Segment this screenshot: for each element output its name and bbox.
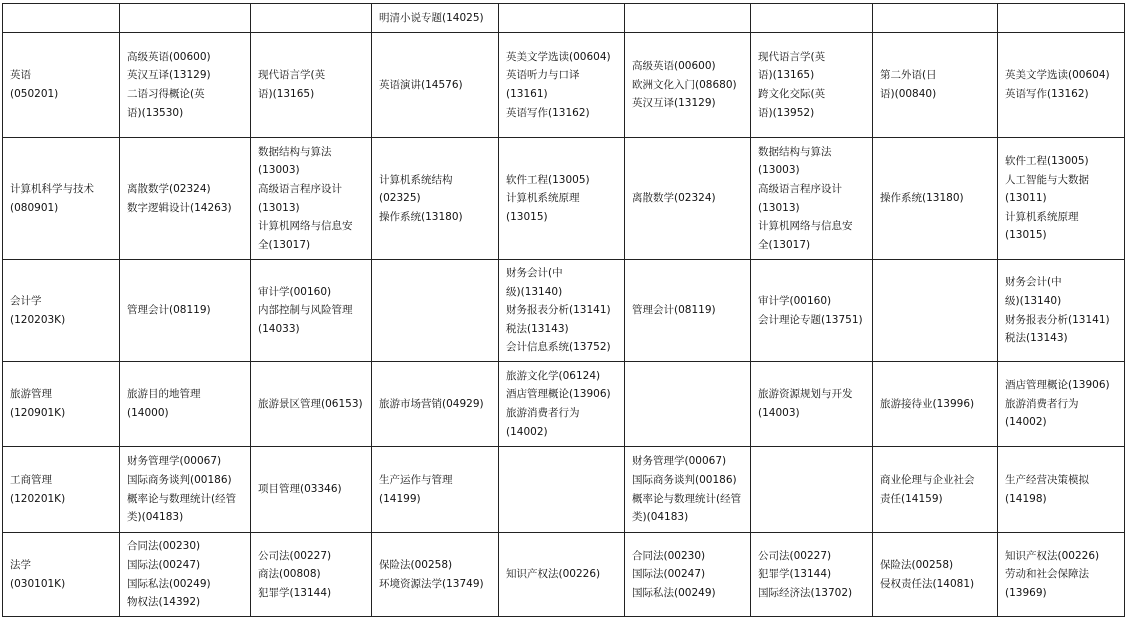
major-code: (050201): [10, 88, 59, 100]
major-name: 会计学: [10, 294, 42, 307]
course-line: 项目管理(03346): [258, 483, 342, 496]
course-line: 酒店管理概论(13906): [506, 388, 611, 401]
table-row: [3, 533, 1125, 617]
course-cell: [120, 447, 251, 533]
course-line: 旅游文化学(06124): [506, 369, 601, 382]
course-line: 第二外语(日: [880, 69, 937, 82]
course-line: (02325): [379, 192, 421, 205]
course-cell: [873, 260, 998, 362]
course-line: 软件工程(13005): [506, 173, 590, 186]
course-cell: [751, 33, 873, 138]
course-cell: [998, 260, 1125, 362]
course-line: 国际法(00247): [127, 558, 201, 571]
course-line: 高级英语(00600): [632, 60, 716, 73]
course-cell: [625, 260, 751, 362]
course-cell: [499, 4, 625, 33]
course-line: 国际商务谈判(00186): [632, 473, 737, 486]
course-line: 计算机网络与信息安: [758, 220, 853, 233]
course-line: 保险法(00258): [880, 558, 954, 571]
table-row-continued: [3, 4, 1125, 33]
course-line: 级)(13140): [506, 285, 563, 298]
course-line: (14002): [506, 425, 548, 438]
course-line: (13015): [506, 210, 548, 223]
course-line: 管理会计(08119): [127, 304, 211, 317]
course-line: (13003): [258, 164, 300, 177]
course-line: 语)(13530): [127, 106, 184, 119]
course-line: 管理会计(08119): [632, 304, 716, 317]
course-line: 公司法(00227): [758, 549, 832, 562]
course-line: 跨文化交际(英: [758, 88, 826, 100]
course-cell: [625, 447, 751, 533]
course-cell: [998, 447, 1125, 533]
course-line: 旅游接待业(13996): [880, 397, 975, 410]
table-row: [3, 33, 1125, 138]
course-line: 英美文学选读(00604): [506, 50, 611, 63]
course-line: 语)(13952): [758, 106, 815, 119]
course-line: 类)(04183): [632, 511, 689, 524]
course-cell: [998, 138, 1125, 260]
course-cell: [251, 533, 372, 617]
course-line: 税法(13143): [1005, 332, 1068, 345]
major-cell: [3, 533, 120, 617]
course-line: 合同法(00230): [127, 540, 201, 553]
course-line: 高级英语(00600): [127, 50, 211, 63]
course-line: 生产经营决策模拟: [1005, 473, 1089, 486]
course-cell: [998, 4, 1125, 33]
course-line: 欧洲文化入门(08680): [632, 78, 737, 91]
course-cell: [499, 260, 625, 362]
course-line: 人工智能与大数据: [1005, 173, 1089, 186]
course-line: 商法(00808): [258, 568, 321, 581]
course-cell: [625, 533, 751, 617]
course-cell: [251, 260, 372, 362]
course-cell: [251, 138, 372, 260]
course-cell: [751, 447, 873, 533]
course-line: 知识产权法(00226): [1005, 549, 1100, 562]
course-line: (14198): [1005, 492, 1047, 505]
course-line: 离散数学(02324): [632, 192, 716, 205]
course-line: 财务管理学(00067): [632, 455, 727, 468]
course-line: 劳动和社会保障法: [1005, 568, 1089, 581]
course-line: (13013): [258, 201, 300, 214]
course-line: 环境资源法学(13749): [379, 577, 484, 590]
course-cell: [120, 33, 251, 138]
course-cell: [120, 533, 251, 617]
course-line: 商业伦理与企业社会: [880, 473, 975, 486]
course-cell: [873, 33, 998, 138]
major-code: (120901K): [10, 407, 66, 419]
course-cell: [998, 362, 1125, 447]
course-cell: [372, 260, 499, 362]
course-cell: [625, 138, 751, 260]
course-line: 数字逻辑设计(14263): [127, 201, 232, 214]
course-cell: [120, 260, 251, 362]
course-line: (14003): [758, 407, 800, 419]
course-cell: [873, 533, 998, 617]
course-line: 全(13017): [258, 238, 311, 251]
course-line: 旅游消费者行为: [1005, 397, 1079, 410]
course-line: 财务报表分析(13141): [1005, 313, 1110, 326]
course-line: 合同法(00230): [632, 549, 706, 562]
course-line: 侵权责任法(14081): [880, 577, 975, 590]
course-line: 概率论与数理统计(经管: [127, 492, 237, 505]
course-line: 财务会计(中: [1005, 276, 1062, 289]
course-cell: [120, 4, 251, 33]
table-row: [3, 362, 1125, 447]
course-line: 现代语言学(英: [258, 69, 326, 82]
course-cell: [499, 362, 625, 447]
course-line: (13161): [506, 88, 548, 100]
course-line: 英语写作(13162): [1005, 88, 1089, 100]
course-cell: [372, 362, 499, 447]
course-line: 旅游资源规划与开发: [758, 388, 853, 401]
course-line: 财务管理学(00067): [127, 455, 222, 468]
course-line: 英美文学选读(00604): [1005, 69, 1110, 82]
major-code: (030101K): [10, 577, 66, 590]
course-line: (13013): [758, 201, 800, 214]
course-line: 旅游目的地管理: [127, 388, 201, 401]
course-line: 酒店管理概论(13906): [1005, 379, 1110, 392]
course-line: 旅游景区管理(06153): [258, 397, 363, 410]
course-line: 概率论与数理统计(经管: [632, 492, 742, 505]
course-cell: [998, 33, 1125, 138]
course-cell: [751, 4, 873, 33]
course-cell: [251, 362, 372, 447]
course-line: 计算机系统原理: [506, 192, 580, 205]
course-schedule-table: [2, 3, 1125, 617]
course-line: (13003): [758, 164, 800, 177]
course-cell: [499, 447, 625, 533]
course-cell: [625, 362, 751, 447]
course-cell: [251, 33, 372, 138]
course-line: 英语听力与口译: [506, 69, 580, 82]
major-name: 英语: [10, 69, 31, 82]
course-line: 国际私法(00249): [127, 577, 211, 590]
course-cell: [372, 4, 499, 33]
course-line: (13011): [1005, 192, 1047, 205]
course-line: 数据结构与算法: [758, 145, 832, 158]
course-line: 类)(04183): [127, 511, 184, 524]
course-line: 国际经济法(13702): [758, 586, 853, 599]
major-name: 法学: [10, 558, 31, 571]
course-line: (13969): [1005, 586, 1047, 599]
major-name: 计算机科学与技术: [10, 182, 94, 195]
course-cell: [499, 533, 625, 617]
table-row: [3, 138, 1125, 260]
course-line: 语)(13165): [758, 69, 815, 82]
course-cell: [751, 138, 873, 260]
major-cell: [3, 4, 120, 33]
course-line: 语)(13165): [258, 88, 315, 100]
course-cell: [751, 260, 873, 362]
course-line: 明清小说专题(14025): [379, 11, 484, 24]
course-line: (14002): [1005, 416, 1047, 429]
course-cell: [873, 138, 998, 260]
course-line: 审计学(00160): [758, 294, 832, 307]
course-line: 国际法(00247): [632, 568, 706, 581]
course-line: 操作系统(13180): [880, 192, 964, 205]
table-row: [3, 447, 1125, 533]
course-cell: [499, 138, 625, 260]
course-line: 税法(13143): [506, 322, 569, 335]
course-cell: [120, 138, 251, 260]
major-code: (120201K): [10, 492, 66, 505]
course-cell: [120, 362, 251, 447]
major-cell: [3, 260, 120, 362]
course-cell: [873, 4, 998, 33]
course-line: 旅游消费者行为: [506, 407, 580, 419]
course-line: 语)(00840): [880, 88, 937, 100]
course-line: 高级语言程序设计: [758, 182, 842, 195]
course-line: 旅游市场营销(04929): [379, 397, 484, 410]
course-cell: [372, 533, 499, 617]
major-name: 旅游管理: [10, 388, 52, 401]
course-line: 计算机系统原理: [1005, 210, 1079, 223]
course-line: (14000): [127, 407, 169, 419]
course-line: 犯罪学(13144): [258, 586, 332, 599]
course-line: 保险法(00258): [379, 558, 453, 571]
course-line: 软件工程(13005): [1005, 155, 1089, 168]
course-line: 高级语言程序设计: [258, 182, 342, 195]
course-line: 英语演讲(14576): [379, 78, 463, 91]
course-line: 英汉互译(13129): [127, 69, 211, 82]
course-cell: [251, 447, 372, 533]
course-line: 操作系统(13180): [379, 210, 463, 223]
major-cell: [3, 447, 120, 533]
course-line: 责任(14159): [880, 492, 943, 505]
course-line: 会计理论专题(13751): [758, 313, 863, 326]
major-cell: [3, 33, 120, 138]
course-cell: [251, 4, 372, 33]
course-line: 财务报表分析(13141): [506, 304, 611, 317]
course-cell: [625, 33, 751, 138]
course-cell: [998, 533, 1125, 617]
course-cell: [372, 138, 499, 260]
course-line: 离散数学(02324): [127, 182, 211, 195]
course-cell: [751, 533, 873, 617]
major-name: 工商管理: [10, 473, 52, 486]
course-cell: [499, 33, 625, 138]
course-line: 英汉互译(13129): [632, 97, 716, 110]
major-code: (080901): [10, 201, 59, 214]
major-cell: [3, 138, 120, 260]
course-line: 审计学(00160): [258, 285, 332, 298]
course-cell: [751, 362, 873, 447]
course-cell: [372, 33, 499, 138]
course-line: (14033): [258, 322, 300, 335]
course-line: 知识产权法(00226): [506, 568, 601, 581]
course-line: 公司法(00227): [258, 549, 332, 562]
course-line: 生产运作与管理: [379, 473, 453, 486]
course-line: (13015): [1005, 229, 1047, 242]
major-code: (120203K): [10, 313, 66, 326]
table-row: [3, 260, 1125, 362]
course-line: 财务会计(中: [506, 267, 563, 280]
course-line: 全(13017): [758, 238, 811, 251]
course-line: 犯罪学(13144): [758, 568, 832, 581]
major-cell: [3, 362, 120, 447]
course-cell: [625, 4, 751, 33]
course-line: 内部控制与风险管理: [258, 304, 353, 317]
course-line: 计算机系统结构: [379, 173, 453, 186]
course-line: 物权法(14392): [127, 596, 201, 609]
course-line: 国际商务谈判(00186): [127, 473, 232, 486]
course-line: (14199): [379, 492, 421, 505]
course-line: 英语写作(13162): [506, 106, 590, 119]
course-line: 数据结构与算法: [258, 145, 332, 158]
course-line: 国际私法(00249): [632, 586, 716, 599]
course-line: 计算机网络与信息安: [258, 220, 353, 233]
course-cell: [873, 362, 998, 447]
course-cell: [873, 447, 998, 533]
course-line: 级)(13140): [1005, 294, 1062, 307]
course-line: 会计信息系统(13752): [506, 341, 611, 354]
course-line: 现代语言学(英: [758, 50, 826, 63]
course-line: 二语习得概论(英: [127, 88, 205, 100]
course-cell: [372, 447, 499, 533]
